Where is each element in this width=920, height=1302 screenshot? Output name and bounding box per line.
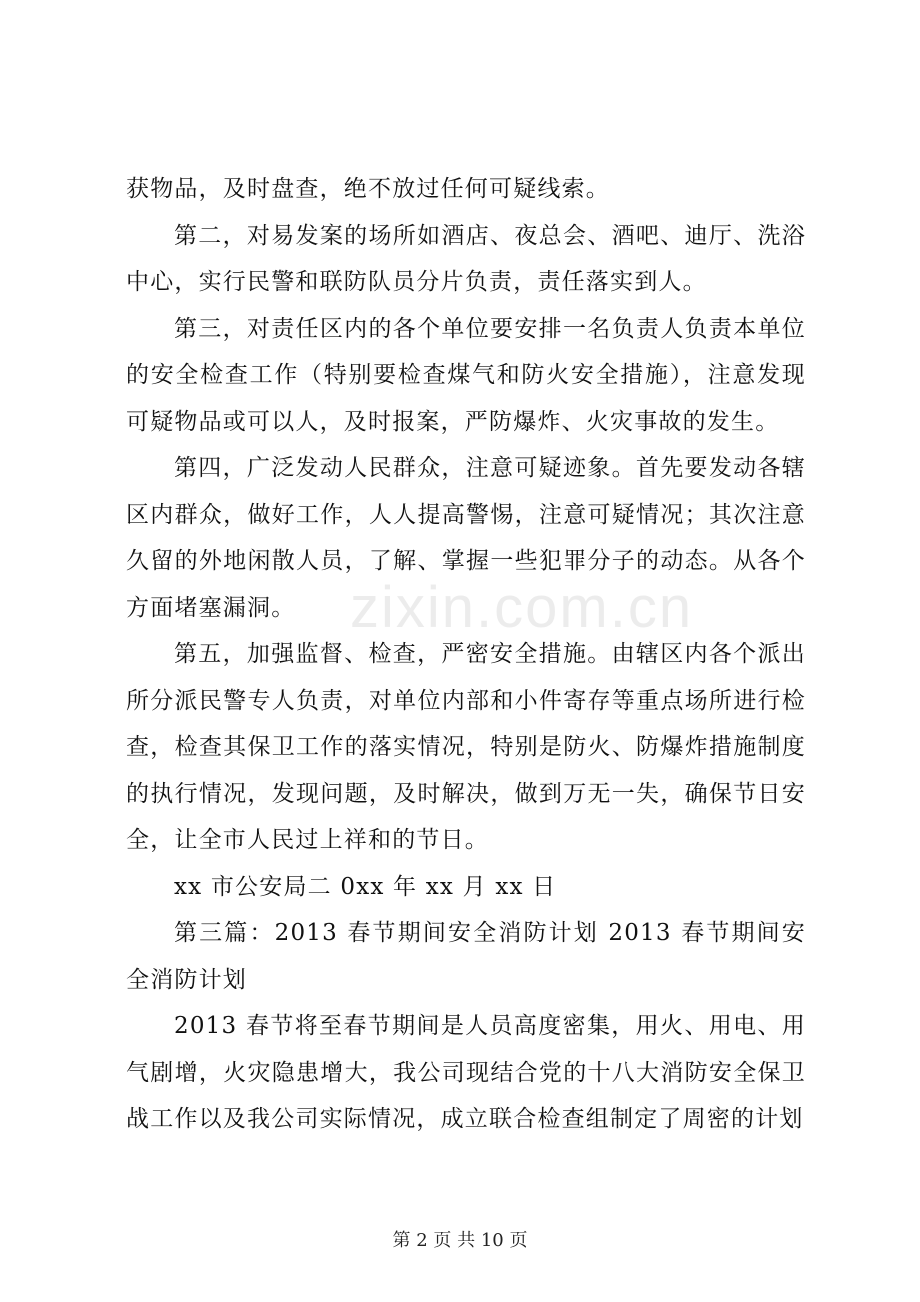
watermark: zixin.com.cn bbox=[350, 575, 694, 640]
paragraph: 获物品，及时盘查，绝不放过任何可疑线索。 bbox=[126, 176, 610, 202]
paragraph: 2013 春节将至春节期间是人员高度密集，用火、用电、用气剧增，火灾隐患增大，我公司现结合党的十八大消防安全保卫战工作以及我公司实际情况，成立联合检查组制定了周密的计划 bbox=[126, 1013, 806, 1132]
paragraph: 第五，加强监督、检查，严密安全措施。由辖区内各个派出所分派民警专人负责，对单位内部和小件寄存等重点场所进行检查，检查其保卫工作的落实情况，特别是防火、防爆炸措施制度的执行情况，发现问题，及时解决，做到万无一失，确保节日安全，让全市人民过上祥和的节日。 bbox=[126, 641, 806, 853]
paragraph: 第二，对易发案的场所如酒店、夜总会、酒吧、迪厅、洗浴中心，实行民警和联防队员分片负责，责任落实到人。 bbox=[126, 222, 806, 295]
paragraph: 第四，广泛发动人民群众，注意可疑迹象。首先要发动各辖区内群众，做好工作，人人提高警惕，注意可疑情况；其次注意久留的外地闲散人员，了解、掌握一些犯罪分子的动态。从各个方面堵塞漏洞。 bbox=[126, 455, 806, 621]
paragraph: 第三，对责任区内的各个单位要安排一名负责人负责本单位的安全检查工作（特别要检查煤气和防火安全措施），注意发现可疑物品或可以人，及时报案，严防爆炸、火灾事故的发生。 bbox=[126, 315, 806, 435]
section-heading: 第三篇：2013 春节期间安全消防计划 2013 春节期间安全消防计划 bbox=[126, 920, 806, 993]
document-body bbox=[126, 166, 806, 1143]
signature-line: xx 市公安局二 0xx 年 xx 月 xx 日 bbox=[174, 873, 557, 900]
page-number-footer: 第 2 页 共 10 页 bbox=[392, 1230, 528, 1251]
